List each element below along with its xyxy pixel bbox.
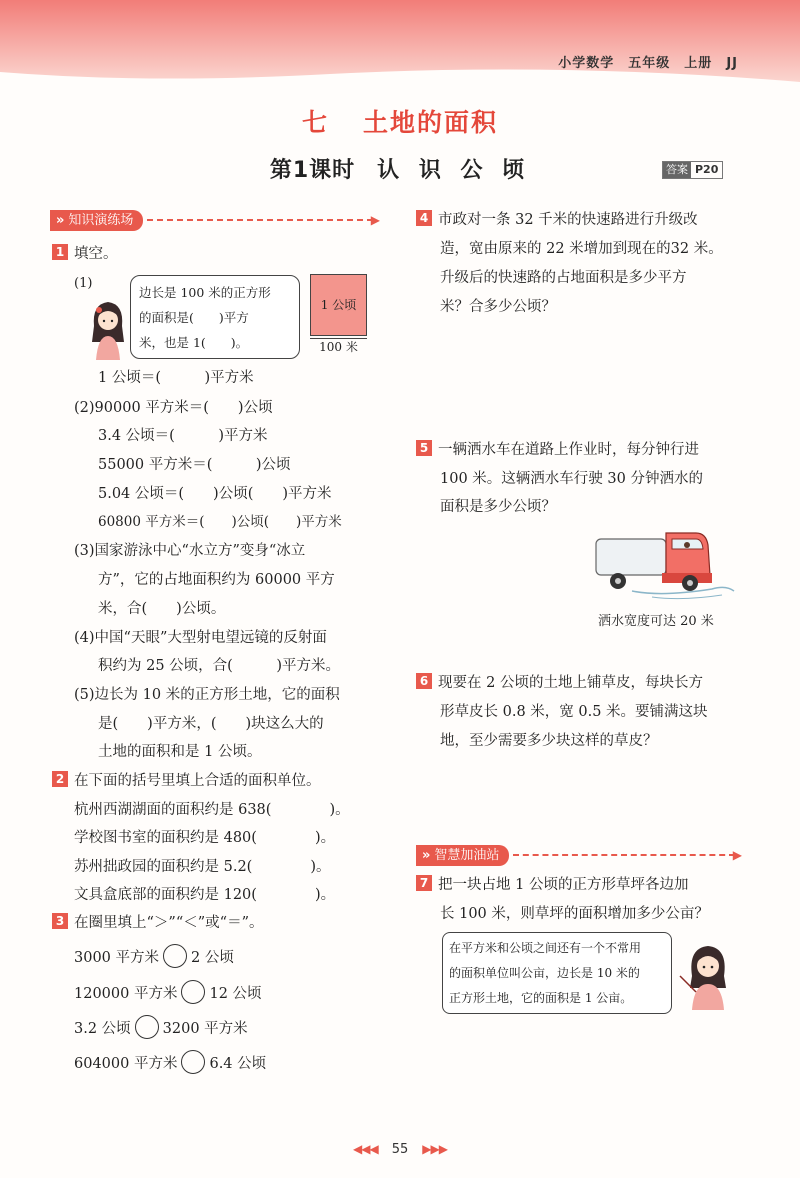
arrow-right-icon: ▶ [370, 213, 380, 227]
compare-left: 604000 平方米 [74, 1056, 178, 1072]
question-number: 4 [416, 210, 432, 226]
compare-right: 6.4 公顷 [209, 1056, 267, 1072]
question-text: 在下面的括号里填上合适的面积单位。 [74, 773, 321, 789]
question-text: 造，宽由原来的 22 米增加到现在的32 米。 [440, 241, 723, 257]
text-line: (5)边长为 10 米的正方形土地，它的面积 [74, 687, 340, 703]
compare-circle[interactable] [181, 1050, 205, 1074]
header-volume: 上册 [684, 56, 713, 71]
chapter-number: 七 [301, 108, 329, 137]
question-number: 1 [52, 244, 68, 260]
question-text: 填空。 [74, 246, 118, 262]
section-banner-practice [50, 209, 380, 231]
text-line: 土地的面积和是 1 公顷。 [98, 744, 262, 760]
fill-line[interactable]: 是( )平方米，( )块这么大的 [98, 716, 324, 732]
lesson-number: 第1课时 [269, 158, 356, 183]
header-edition: JJ [726, 56, 738, 71]
q1-part1-label: (1) [74, 276, 93, 291]
fill-line[interactable]: 55000 平方米＝( )公顷 [98, 457, 291, 473]
fill-line[interactable]: 学校图书室的面积约是 480( )。 [74, 830, 336, 846]
fill-line[interactable]: 苏州拙政园的面积约是 5.2( )。 [74, 859, 331, 875]
truck-caption: 洒水宽度可达 20 米 [598, 614, 714, 629]
question-4-line [416, 210, 698, 230]
compare-left: 3.2 公顷 [74, 1021, 131, 1037]
teacher-icon [678, 940, 738, 1010]
question-5-line [416, 440, 699, 460]
question-7-line [416, 875, 688, 895]
fill-line[interactable]: 5.04 公顷＝( )公顷( )平方米 [98, 486, 332, 502]
text-line: 方”，它的占地面积约为 60000 平方 [98, 572, 335, 588]
question-2-title [52, 771, 321, 791]
compare-circle[interactable] [163, 944, 187, 968]
compare-circle[interactable] [135, 1015, 159, 1039]
page-number: 55 [391, 1142, 409, 1157]
question-text: 一辆洒水车在道路上作业时，每分钟行进 [438, 442, 699, 458]
bubble-line: 的面积是( )平方 [139, 310, 249, 325]
compare-row [74, 980, 262, 1004]
bubble-line: 的面积单位叫公亩，边长是 10 米的 [449, 966, 640, 980]
question-number: 7 [416, 875, 432, 891]
question-text: 市政对一条 32 千米的快速路进行升级改 [438, 212, 698, 228]
square-label: 1 公顷 [320, 298, 357, 312]
prev-arrows-icon: ◀◀◀ [353, 1142, 378, 1156]
question-number: 6 [416, 673, 432, 689]
fill-line[interactable]: 60800 平方米＝( )公顷( )平方米 [98, 514, 342, 530]
compare-left: 120000 平方米 [74, 986, 178, 1002]
compare-row [74, 944, 234, 968]
question-text: 形草皮长 0.8 米，宽 0.5 米。要铺满这块 [440, 704, 708, 720]
header-info [544, 52, 738, 71]
dashed-divider [147, 219, 372, 221]
question-text: 在圈里填上“＞”“＜”或“＝”。 [74, 915, 264, 931]
compare-right: 12 公顷 [209, 986, 262, 1002]
text-line: (3)国家游泳中心“水立方”变身“冰立 [74, 543, 306, 559]
chapter-title [0, 103, 800, 139]
question-text: 升级后的快速路的占地面积是多少平方 [440, 270, 687, 286]
square-dimension: 100 米 [310, 338, 367, 354]
section-label [50, 210, 143, 231]
speech-bubble-q7 [442, 932, 672, 1014]
fill-line[interactable]: 积约为 25 公顷，合( )平方米。 [98, 658, 340, 674]
question-text: 面积是多少公顷？ [440, 499, 556, 515]
question-number: 2 [52, 771, 68, 787]
compare-right: 3200 平方米 [162, 1021, 248, 1037]
header-grade: 五年级 [628, 56, 671, 71]
question-text: 把一块占地 1 公顷的正方形草坪各边加 [438, 877, 689, 893]
fill-line[interactable]: 杭州西湖湖面的面积约是 638( )。 [74, 802, 350, 818]
fill-line[interactable]: 文具盒底部的面积约是 120( )。 [74, 887, 336, 903]
next-arrows-icon: ▶▶▶ [422, 1142, 447, 1156]
header-subject: 小学数学 [558, 56, 615, 71]
text-line: (4)中国“天眼”大型射电望远镜的反射面 [74, 630, 327, 646]
section-practice-title: 知识演练场 [68, 212, 134, 228]
compare-left: 3000 平方米 [74, 950, 160, 966]
fill-line[interactable]: (2)90000 平方米＝( )公顷 [74, 400, 273, 416]
question-1-title [52, 244, 118, 264]
bubble-line: 米，也是 1( )。 [139, 335, 249, 350]
question-6-line [416, 673, 703, 693]
chevron-right-icon: » [422, 847, 431, 863]
bubble-line: 正方形土地，它的面积是 1 公亩。 [449, 991, 633, 1005]
section-banner-bonus [416, 844, 742, 866]
chapter-name: 土地的面积 [363, 108, 499, 137]
speech-bubble-q1 [130, 275, 300, 359]
page-footer [0, 1142, 800, 1157]
compare-circle[interactable] [181, 980, 205, 1004]
bubble-line: 在平方米和公顷之间还有一个不常用 [449, 941, 642, 955]
answer-page: P20 [695, 163, 719, 176]
answer-label: 答案 [663, 162, 691, 178]
compare-row [74, 1015, 248, 1039]
dashed-divider [513, 854, 734, 856]
question-number: 5 [416, 440, 432, 456]
compare-right: 2 公顷 [191, 950, 234, 966]
arrow-right-icon: ▶ [732, 848, 742, 862]
question-text: 地，至少需要多少块这样的草皮？ [440, 733, 658, 749]
fill-line[interactable]: 1 公顷＝( )平方米 [98, 370, 254, 386]
fill-line[interactable]: 米，合( )公顷。 [98, 601, 226, 617]
question-text: 米？合多少公顷？ [440, 299, 556, 315]
compare-row [74, 1050, 266, 1074]
chevron-right-icon: » [56, 212, 65, 228]
question-text: 100 米。这辆洒水车行驶 30 分钟洒水的 [440, 471, 703, 487]
section-label [416, 845, 509, 866]
bubble-line: 边长是 100 米的正方形 [139, 285, 271, 300]
hectare-square [310, 274, 367, 336]
fill-line[interactable]: 3.4 公顷＝( )平方米 [98, 428, 268, 444]
section-bonus-title: 智慧加油站 [434, 847, 500, 863]
girl-icon [88, 296, 128, 360]
question-3-title [52, 913, 263, 933]
water-truck-icon [592, 525, 742, 605]
lesson-name: 认 识 公 顷 [377, 158, 531, 183]
question-text: 长 100 米，则草坪的面积增加多少公亩？ [440, 906, 709, 922]
question-text: 现要在 2 公顷的土地上铺草皮，每块长方 [438, 675, 703, 691]
answer-reference[interactable] [662, 161, 723, 179]
question-number: 3 [52, 913, 68, 929]
